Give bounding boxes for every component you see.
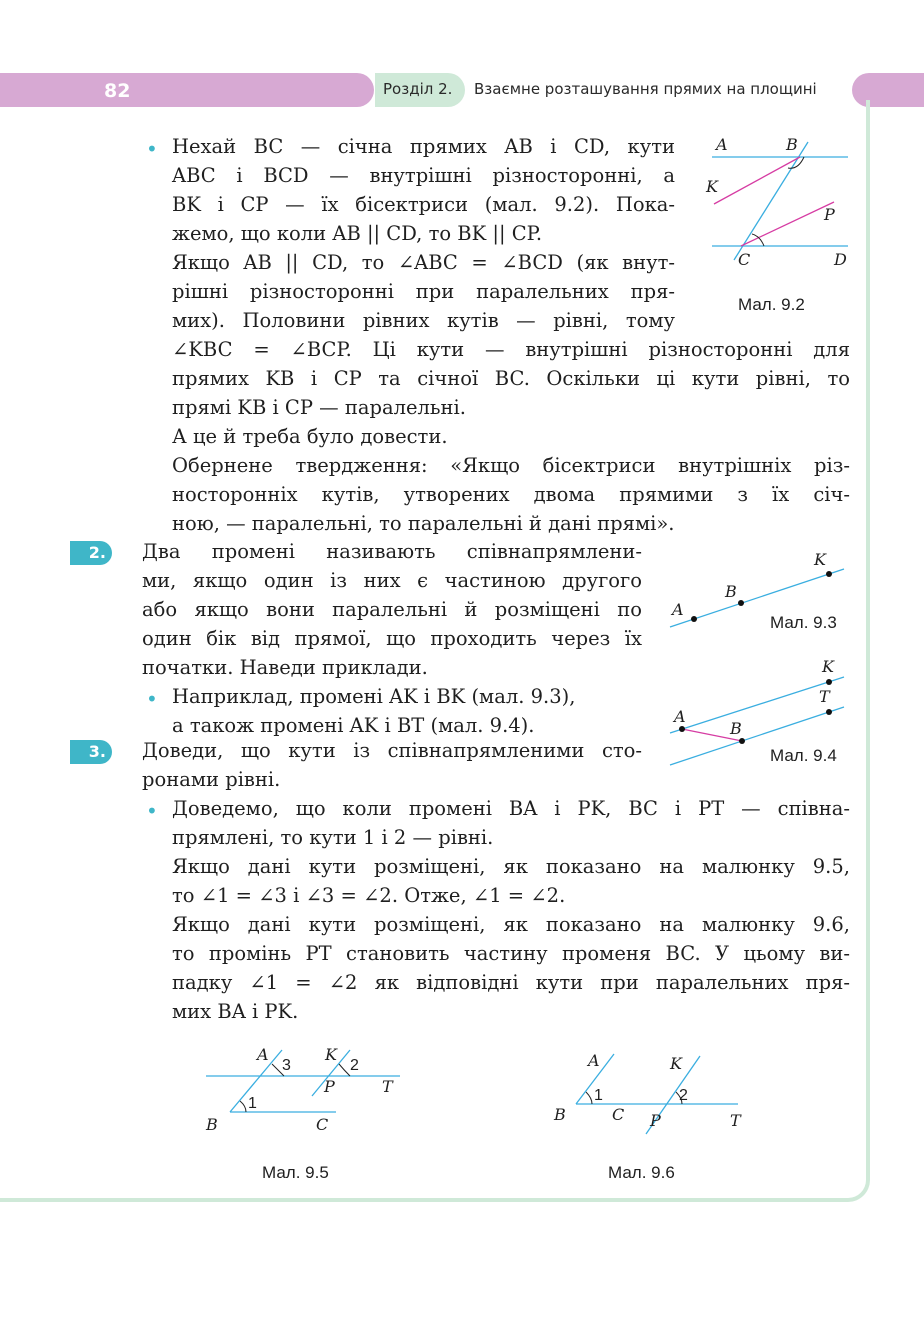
- text-line: прямі KB і CP — паралельні.: [172, 396, 466, 419]
- figure-caption: Мал. 9.5: [262, 1163, 329, 1182]
- text-line: Наприклад, промені AK і BK (мал. 9.3),: [172, 685, 576, 708]
- figure-label: T: [819, 687, 830, 706]
- figure-label: B: [786, 135, 798, 154]
- figure-label: 2: [350, 1057, 359, 1074]
- task-number-badge: 3.: [70, 740, 112, 764]
- text-line: А це й треба було довести.: [172, 425, 448, 448]
- figure-caption: Мал. 9.4: [770, 746, 837, 765]
- figure-caption: Мал. 9.2: [738, 295, 805, 314]
- figure-label: K: [814, 550, 826, 569]
- text-line: ABC і BCD — внутрішні різносторонні, а: [172, 164, 675, 187]
- text-line: прямих KB і CP та січної BC. Оскільки ці кути рівні, то: [172, 367, 850, 390]
- text-line: або якщо вони паралельні й розміщені по: [142, 598, 642, 621]
- text-line: мих BA і PK.: [172, 1000, 299, 1023]
- figure-label: K: [706, 177, 718, 196]
- figure-label: K: [670, 1054, 682, 1073]
- bullet: •: [146, 137, 158, 161]
- text-line: Якщо дані кути розміщені, як показано на малюнку 9.5,: [172, 855, 850, 878]
- text-line: падку ∠1 = ∠2 як відповідні кути при паралельних пря-: [172, 971, 850, 994]
- figure-9-5: [200, 1040, 410, 1140]
- text-line: жемо, що коли AB || CD, то BK || CP.: [172, 222, 543, 245]
- text-line: ною, — паралельні, то паралельні й дані прямі».: [172, 512, 675, 535]
- figure-9-6: [548, 1044, 758, 1144]
- figure-label: C: [612, 1105, 625, 1124]
- figure-label: P: [824, 205, 835, 224]
- task-number-badge: 2.: [70, 541, 112, 565]
- figure-label: T: [730, 1111, 741, 1130]
- figure-label: B: [725, 582, 737, 601]
- text-line: мих). Половини рівних кутів — рівні, тому: [172, 309, 675, 332]
- text-line: Якщо AB || CD, то ∠ABC = ∠BCD (як внут-: [172, 251, 675, 274]
- figure-label: 1: [594, 1087, 603, 1104]
- text-line: ∠KBC = ∠BCP. Ці кути — внутрішні різносторонні для: [172, 338, 850, 361]
- text-line: то ∠1 = ∠3 і ∠3 = ∠2. Отже, ∠1 = ∠2.: [172, 884, 566, 907]
- text-line: один бік від прямої, що проходить через їх: [142, 627, 642, 650]
- text-line: Нехай BC — січна прямих AB і CD, кути: [172, 135, 675, 158]
- text-line: то промінь PT становить частину променя BC. У цьому ви-: [172, 942, 850, 965]
- chapter-label: Розділ 2.: [383, 80, 453, 98]
- figure-caption: Мал. 9.6: [608, 1163, 675, 1182]
- bullet: •: [146, 687, 158, 711]
- figure-label: C: [316, 1115, 329, 1134]
- figure-label: B: [206, 1115, 218, 1134]
- figure-label: C: [738, 250, 751, 269]
- text-line: прямлені, то кути 1 і 2 — рівні.: [172, 826, 494, 849]
- text-line: рішні різносторонні при паралельних пря-: [172, 280, 675, 303]
- figure-label: A: [674, 707, 686, 726]
- text-line: Якщо дані кути розміщені, як показано на малюнку 9.6,: [172, 913, 850, 936]
- text-line: Обернене твердження: «Якщо бісектриси внутрішніх різ-: [172, 454, 850, 477]
- figure-9-2: [700, 130, 860, 280]
- figure-label: B: [554, 1105, 566, 1124]
- figure-label: A: [672, 600, 684, 619]
- chapter-title: Взаємне розташування прямих на площині: [474, 80, 817, 98]
- text-line: а також промені AK і BT (мал. 9.4).: [172, 714, 535, 737]
- figure-label: B: [730, 719, 742, 738]
- figure-label: P: [650, 1111, 661, 1130]
- figure-label: D: [834, 250, 847, 269]
- figure-caption: Мал. 9.3: [770, 613, 837, 632]
- figure-label: 3: [282, 1057, 291, 1074]
- figure-label: A: [716, 135, 728, 154]
- text-line: Доведи, що кути із співнапрямленими сто-: [142, 739, 642, 762]
- figure-label: A: [257, 1045, 269, 1064]
- figure-label: K: [822, 657, 834, 676]
- text-line: ронами рівні.: [142, 768, 281, 791]
- text-line: Доведемо, що коли промені BA і PK, BC і PT — співна-: [172, 797, 850, 820]
- text-line: ми, якщо один із них є частиною другого: [142, 569, 642, 592]
- figure-label: A: [588, 1051, 600, 1070]
- page-number: 82: [104, 80, 131, 102]
- figure-label: 2: [679, 1087, 688, 1104]
- text-line: BK і CP — їх бісектриси (мал. 9.2). Пока-: [172, 193, 675, 216]
- text-line: початки. Наведи приклади.: [142, 656, 428, 679]
- bullet: •: [146, 799, 158, 823]
- figure-label: P: [324, 1077, 335, 1096]
- figure-label: 1: [248, 1095, 257, 1112]
- text-line: носторонніх кутів, утворених двома прямими з їх січ-: [172, 483, 850, 506]
- figure-label: K: [325, 1045, 337, 1064]
- figure-label: T: [382, 1077, 393, 1096]
- text-line: Два промені називають співнапрямлени-: [142, 540, 642, 563]
